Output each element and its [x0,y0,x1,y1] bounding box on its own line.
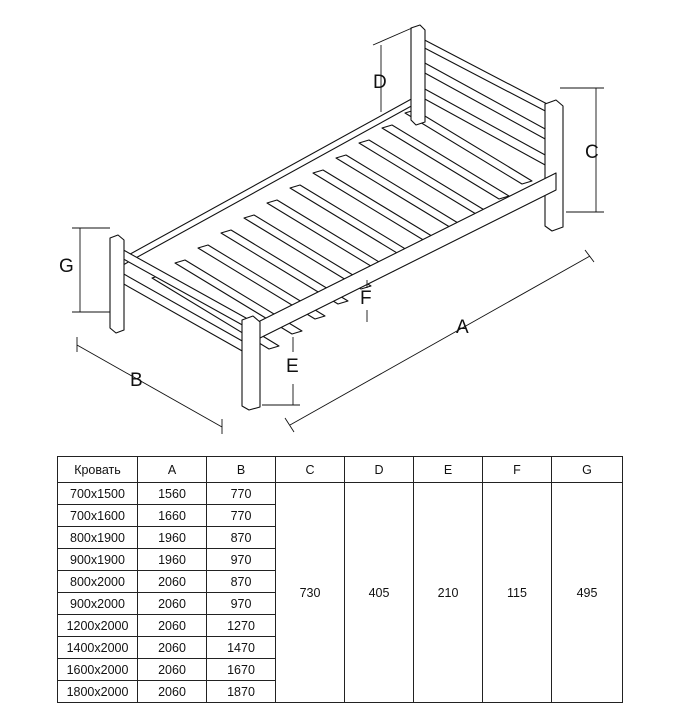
bed-frame [110,25,563,410]
cell-b: 1670 [207,659,276,681]
cell-f: 115 [483,483,552,703]
cell-b: 1870 [207,681,276,703]
cell-a: 2060 [138,593,207,615]
cell-a: 1960 [138,549,207,571]
cell-size: 800x1900 [58,527,138,549]
back-side-rail [123,97,415,265]
cell-a: 1960 [138,527,207,549]
cell-size: 800x2000 [58,571,138,593]
cell-size: 1600x2000 [58,659,138,681]
cell-size: 700x1500 [58,483,138,505]
header-f: F [483,457,552,483]
header-e: E [414,457,483,483]
cell-b: 1270 [207,615,276,637]
cell-g: 495 [552,483,623,703]
cell-a: 2060 [138,659,207,681]
cell-d: 405 [345,483,414,703]
cell-b: 970 [207,549,276,571]
cell-a: 2060 [138,681,207,703]
dimension-label-e: E [286,356,299,377]
dimension-lines [72,28,604,434]
cell-b: 1470 [207,637,276,659]
cell-b: 770 [207,483,276,505]
cell-size: 900x1900 [58,549,138,571]
cell-a: 1560 [138,483,207,505]
table-row [58,483,623,505]
dimension-label-f: F [360,288,372,309]
dimension-label-d: D [373,72,387,93]
dimension-label-a: A [456,317,469,338]
cell-size: 1800x2000 [58,681,138,703]
header-g: G [552,457,623,483]
cell-e: 210 [414,483,483,703]
header-a: A [138,457,207,483]
cell-b: 970 [207,593,276,615]
cell-a: 2060 [138,615,207,637]
cell-a: 2060 [138,637,207,659]
dimension-label-c: C [585,142,599,163]
table-header-row [58,457,623,483]
cell-b: 770 [207,505,276,527]
dimension-label-b: B [130,370,143,391]
header-c: C [276,457,345,483]
cell-c: 730 [276,483,345,703]
cell-size: 1400x2000 [58,637,138,659]
cell-size: 700x1600 [58,505,138,527]
cell-b: 870 [207,527,276,549]
header-b: B [207,457,276,483]
cell-b: 870 [207,571,276,593]
cell-a: 1660 [138,505,207,527]
size-table [57,456,623,703]
header-d: D [345,457,414,483]
header-bed: Кровать [58,457,138,483]
cell-a: 2060 [138,571,207,593]
cell-size: 900x2000 [58,593,138,615]
dimension-label-g: G [59,256,74,277]
cell-size: 1200x2000 [58,615,138,637]
